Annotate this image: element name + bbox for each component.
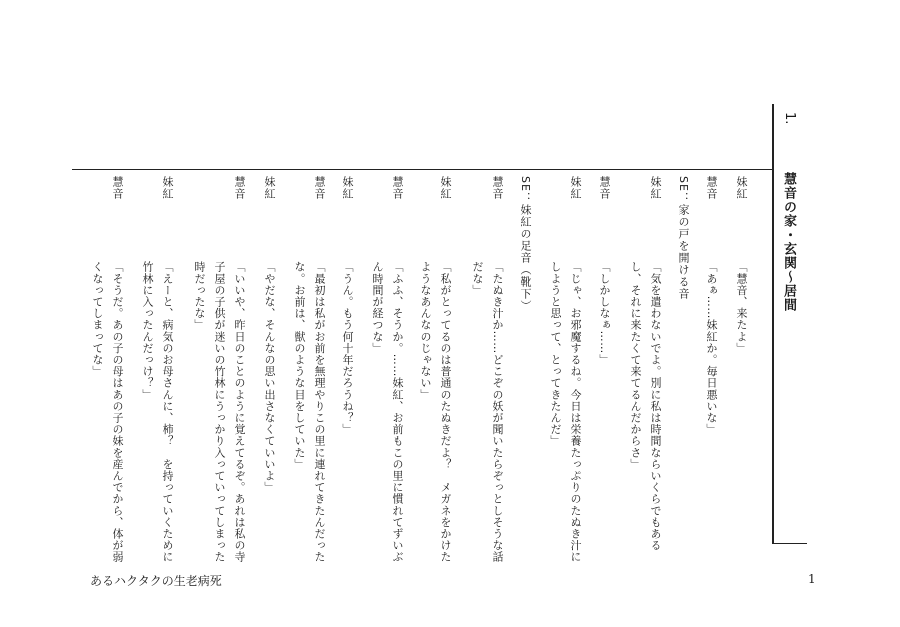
dialogue-line: だな」 xyxy=(471,261,484,296)
dialogue-line: 「やだな、そんなの思い出さなくていいよ」 xyxy=(263,261,276,493)
speaker-label: 妹紅 xyxy=(341,176,354,200)
dialogue-line: 子屋の子供が迷いの竹林にうっかり入っていってしまった xyxy=(213,261,226,563)
speaker-label: 妹紅 xyxy=(735,176,748,200)
dialogue-line: しようと思って、とってきたんだ」 xyxy=(549,261,562,447)
speaker-label: 慧音 xyxy=(111,176,124,200)
page-number: 1 xyxy=(808,572,816,586)
dialogue-line: 「気を遣わないでよ。別に私は時間ならいくらでもある xyxy=(649,261,662,551)
dialogue-line: し、それに来たくて来てるんだからさ」 xyxy=(629,261,642,470)
dialogue-line: ん時間が経つな」 xyxy=(371,261,384,354)
speaker-label: 妹紅 xyxy=(263,176,276,200)
speaker-label: 妹紅 xyxy=(161,176,174,200)
dialogue-line: 「慧音、来たよ」 xyxy=(735,261,748,354)
sound-effect-direction: SE：妹紅の足音（靴下） xyxy=(519,176,532,312)
footer-document-title: あるハクタクの生老病死 xyxy=(90,574,222,588)
speaker-label: 妹紅 xyxy=(569,176,582,200)
sound-effect-direction: SE：家の戸を開ける音 xyxy=(677,176,690,300)
speaker-label: 妹紅 xyxy=(649,176,662,200)
dialogue-line: 「最初は私がお前を無理やりこの里に連れてきたんだった xyxy=(313,261,326,563)
dialogue-line: 「うん。もう何十年だろうね？」 xyxy=(341,261,354,435)
dialogue-line: 「ふふ、そうか。……妹紅、お前もこの里に慣れてずいぶ xyxy=(391,261,404,563)
scene-number: 1. xyxy=(782,112,797,125)
speaker-label: 慧音 xyxy=(233,176,246,200)
dialogue-line: 「たぬき汁か……どこぞの妖が聞いたらぞっとしそうな話 xyxy=(491,261,504,563)
speaker-label: 慧音 xyxy=(598,176,611,200)
dialogue-line: な。お前は、獣のような目をしていた」 xyxy=(293,261,306,470)
dialogue-line: 「しかしなぁ……」 xyxy=(598,261,611,366)
speaker-label: 慧音 xyxy=(705,176,718,200)
dialogue-line: くなってしまってな」 xyxy=(91,261,104,377)
dialogue-line: ようなあんなのじゃない」 xyxy=(419,261,432,401)
dialogue-line: 「私がとってるのは普通のたぬきだよ？ メガネをかけた xyxy=(439,261,452,563)
dialogue-line: 「あぁ……妹紅か。毎日悪いな」 xyxy=(705,261,718,435)
dialogue-line: 「そうだ。あの子の母はあの子の妹を産んでから、体が弱 xyxy=(111,261,124,563)
speaker-label: 慧音 xyxy=(391,176,404,200)
scene-header-box xyxy=(772,104,807,544)
speaker-label: 慧音 xyxy=(491,176,504,200)
dialogue-line: 「えーと、病気のお母さんに、柿？ を持っていくために xyxy=(161,261,174,563)
speaker-label: 妹紅 xyxy=(439,176,452,200)
dialogue-line: 「いいや、昨日のことのように覚えてるぞ。あれは私の寺 xyxy=(233,261,246,563)
dialogue-line: 時だったな」 xyxy=(193,261,206,331)
scene-title: 慧音の家・玄関〜居間 xyxy=(781,172,796,312)
dialogue-line: 竹林に入ったんだっけ？」 xyxy=(141,261,154,401)
header-rule xyxy=(72,169,772,170)
speaker-label: 慧音 xyxy=(313,176,326,200)
dialogue-line: 「じゃ、お邪魔するね。今日は栄養たっぷりのたぬき汁に xyxy=(569,261,582,563)
